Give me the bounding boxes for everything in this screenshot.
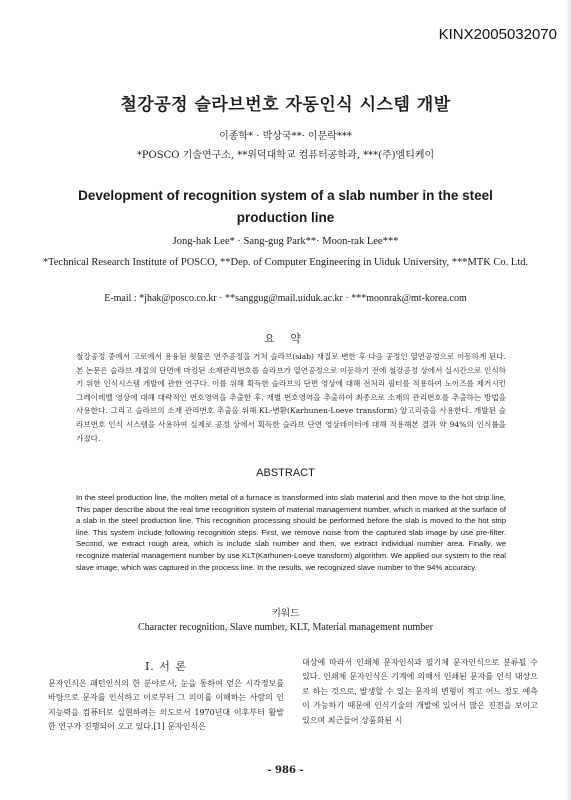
author-emails: E-mail : *jhak@posco.co.kr · **sanggug@mail.uiduk.ac.kr · ***moonrak@mt-korea.com	[104, 293, 467, 304]
abstract-text: In the steel production line, the molten metal of a furnace is transformed into slab material and then move to the hot strip line, This paper describe about the real time recognition system of material management number, which is marked at the surface of a slab in the steel production line. This recognition processing should be performed before the slab is moved to the hot strip line. This system include following recognition steps. First, we remove noise from the captured slab image by use pre-filter. Second, we extract rough area, which is include slab number and then, we extract individual number area. Finally, we recognize material management number by use KLT(Karhunen-Loeve transform) algorithm. We applied our system to the real slave image, which was captured in the process line. In the results, we recognized slave number to the 94% accuracy.	[76, 493, 506, 572]
korean-authors: 이종학* · 박상국**· 이문락***	[219, 131, 352, 142]
abstract-heading: ABSTRACT	[256, 467, 315, 479]
introduction-right-column: 대상에 따라서 인쇄체 문자인식과 필기체 문자인식으로 분류될 수 있다. 인쇄체 문자인식은 기계에 의해서 인쇄된 문자를 인식 대상으로 하는 것으로, 발생할 수 있는 문자의 변형이 적고 어느 정도 예측이 가능하기 때문에 인식기술의 개발에 있어서 많은 진전을 보이고있으며 최근들어 상품화된 시	[302, 658, 538, 725]
keywords-text: Character recognition, Slave number, KLT, Material management number	[137, 622, 434, 633]
english-authors: Jong-hak Lee* · Sang-gug Park**· Moon-rak Lee***	[172, 236, 399, 247]
page-number: - 986 -	[267, 765, 304, 776]
english-title: Development of recognition system of a slab number in the steel production line	[78, 188, 493, 225]
document-id: KINX2005032070	[438, 26, 557, 43]
korean-title: 철강공정 슬라브번호 자동인식 시스템 개발	[120, 95, 451, 115]
korean-affiliations: *POSCO 기술연구소, **위덕대학교 컴퓨터공학과, ***(주)엠티케이	[136, 150, 435, 161]
introduction-left-column: 문자인식은 패턴인식의 한 분야로서, 눈을 통하여 얻은 시각정보를 바탕으로 문자를 인식하고 이로부터 그 의미를 이해하는 사람의 인지능력을 컴퓨터로 실현하려는 의도로서 1970년대 이후부터 활발한 연구가 진행되어 오고 있다.[1] 문자인식은	[48, 679, 284, 732]
korean-summary-text: 철강공정 중에서 고로에서 용융된 쇳물은 연주공정을 거쳐 슬라브(slab) 재질로 변한 후 다음 공정인 열연공정으로 이동하게 된다. 본 논문은 슬라브 재질의 단면에 마킹된 소재관리번호를 슬라브가 열연공정으로 이동하기 전에 철강공정 상에서 실시간으로 인식하기 위한 인식시스템 개발에 관한 연구다. 이를 위해 획득한 슬라브의 단면 영상에 대해 전처리 필터를 적용하여 노이즈를 제거시킨 그레이레벨 영상에 대해 대략적인 번호영역을 추출한 후, 개별 번호영역을 추출하여 최종으로 소재의 관리번호를 추출하는 방법을 사용한다. 그리고 슬라브의 소재 관리번호 추출을 위해 KL-변환(Karhunen-Loeve transform) 알고리즘을 사용한다. 개발된 슬라브번호 인식 시스템을 사용하여 실제로 공정 상에서 획득한 슬라브 단면 영상데이터에 대해 적용해본 결과 약 94%의 인식률을 가졌다.	[76, 352, 506, 443]
keywords-heading: 키워드	[271, 608, 300, 619]
introduction-heading: Ⅰ. 서 론	[144, 660, 188, 673]
english-affiliations: *Technical Research Institute of POSCO, **Dep. of Computer Engineering in Uiduk University, ***MTK Co. Ltd.	[42, 257, 529, 268]
scan-edge-shadow	[565, 0, 571, 800]
korean-summary-heading: 요 약	[264, 332, 307, 345]
